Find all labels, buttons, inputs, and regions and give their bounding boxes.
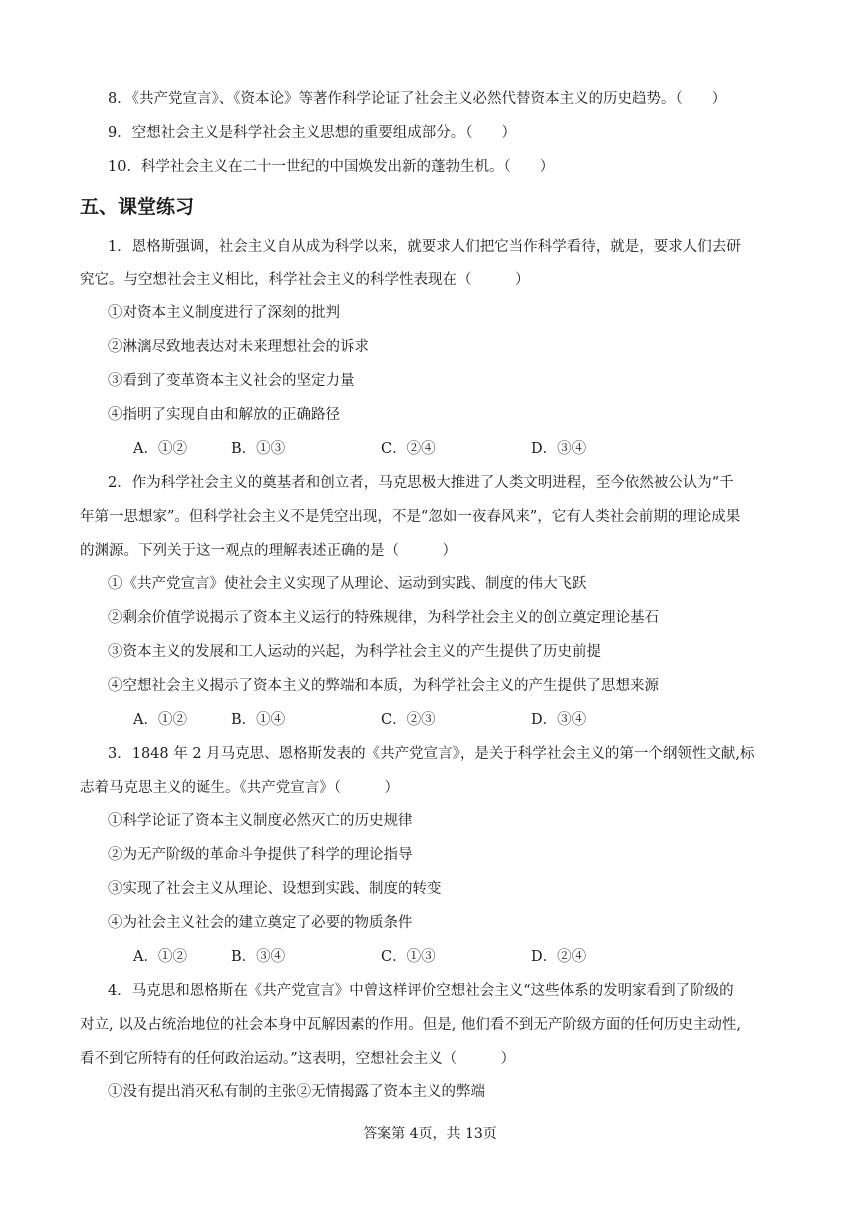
question-3-option-c[interactable]: C．①③ — [381, 949, 436, 965]
question-3-statement-2: ②为无产阶级的革命斗争提供了科学的理论指导 — [108, 847, 413, 863]
question-3-statement-3: ③实现了社会主义从理论、设想到实践、制度的转变 — [108, 881, 442, 897]
question-1-option-c[interactable]: C．②④ — [381, 441, 436, 457]
question-3-statement-4: ④为社会主义社会的建立奠定了必要的物质条件 — [108, 915, 413, 931]
question-1-statement-4: ④指明了实现自由和解放的正确路径 — [108, 407, 340, 423]
question-1-line-1: 1．恩格斯强调，社会主义自从成为科学以来，就要求人们把它当作科学看待，就是，要求人们去研 — [108, 239, 741, 255]
question-2-line-2: 年第一思想家”。但科学社会主义不是凭空出现，不是“忽如一夜春风来”，它有人类社会前期的理论成果 — [80, 509, 741, 525]
question-2-statement-3: ③资本主义的发展和工人运动的兴起，为科学社会主义的产生提供了历史前提 — [108, 644, 601, 660]
question-3-option-b[interactable]: B．③④ — [231, 949, 286, 965]
section-title: 五、课堂练习 — [80, 196, 195, 218]
question-3-line-1: 3．1848 年 2 月马克思、恩格斯发表的《共产党宣言》，是关于科学社会主义的第一个纲领性文献,标 — [108, 746, 755, 762]
judgement-item-10: 10．科学社会主义在二十一世纪的中国焕发出新的蓬勃生机。（ ） — [108, 159, 555, 175]
question-2-line-1: 2．作为科学社会主义的奠基者和创立者，马克思极大推进了人类文明进程，至今依然被公认为“千 — [108, 475, 734, 491]
question-1-option-a[interactable]: A．①② — [133, 441, 187, 457]
judgement-item-8: 8．《共产党宣言》、《资本论》等著作科学论证了社会主义必然代替资本主义的历史趋势。（ ） — [108, 91, 727, 107]
question-2-statement-2: ②剩余价值学说揭示了资本主义运行的特殊规律，为科学社会主义的创立奠定理论基石 — [108, 610, 659, 626]
question-2-statement-4: ④空想社会主义揭示了资本主义的弊端和本质，为科学社会主义的产生提供了思想来源 — [108, 678, 659, 694]
question-4-line-2: 对立, 以及占统治地位的社会本身中瓦解因素的作用。但是, 他们看不到无产阶级方面的任何历史主动性, — [80, 1017, 742, 1033]
question-3-option-a[interactable]: A．①② — [133, 949, 187, 965]
question-1-option-d[interactable]: D．③④ — [531, 441, 587, 457]
question-1-option-b[interactable]: B．①③ — [231, 441, 286, 457]
question-3-line-2: 志着马克思主义的诞生。《共产党宣言》（ ） — [80, 780, 399, 796]
question-4-line-1: 4．马克思和恩格斯在《共产党宣言》中曾这样评价空想社会主义“这些体系的发明家看到了阶级的 — [108, 983, 734, 999]
question-2-option-c[interactable]: C．②③ — [381, 712, 436, 728]
question-2-option-a[interactable]: A．①② — [133, 712, 187, 728]
question-2-option-b[interactable]: B．①④ — [231, 712, 286, 728]
question-1-line-2: 究它。与空想社会主义相比，科学社会主义的科学性表现在（ ） — [80, 272, 530, 288]
question-2-line-3: 的渊源。下列关于这一观点的理解表述正确的是（ ） — [80, 543, 457, 559]
question-4-statement-1: ①没有提出消灭私有制的主张②无情揭露了资本主义的弊端 — [108, 1084, 485, 1100]
question-1-statement-2: ②淋漓尽致地表达对未来理想社会的诉求 — [108, 339, 369, 355]
question-3-statement-1: ①科学论证了资本主义制度必然灭亡的历史规律 — [108, 813, 413, 829]
question-2-statement-1: ①《共产党宣言》使社会主义实现了从理论、运动到实践、制度的伟大飞跃 — [108, 576, 587, 592]
question-2-option-d[interactable]: D．③④ — [531, 712, 587, 728]
question-1-statement-1: ①对资本主义制度进行了深刻的批判 — [108, 305, 340, 321]
question-4-line-3: 看不到它所特有的任何政治运动。”这表明，空想社会主义（ ） — [80, 1051, 516, 1067]
question-1-statement-3: ③看到了变革资本主义社会的坚定力量 — [108, 373, 355, 389]
question-3-option-d[interactable]: D．②④ — [531, 949, 587, 965]
page-footer: 答案第 4页，共 13页 — [363, 1126, 497, 1142]
judgement-item-9: 9．空想社会主义是科学社会主义思想的重要组成部分。（ ） — [108, 125, 516, 141]
